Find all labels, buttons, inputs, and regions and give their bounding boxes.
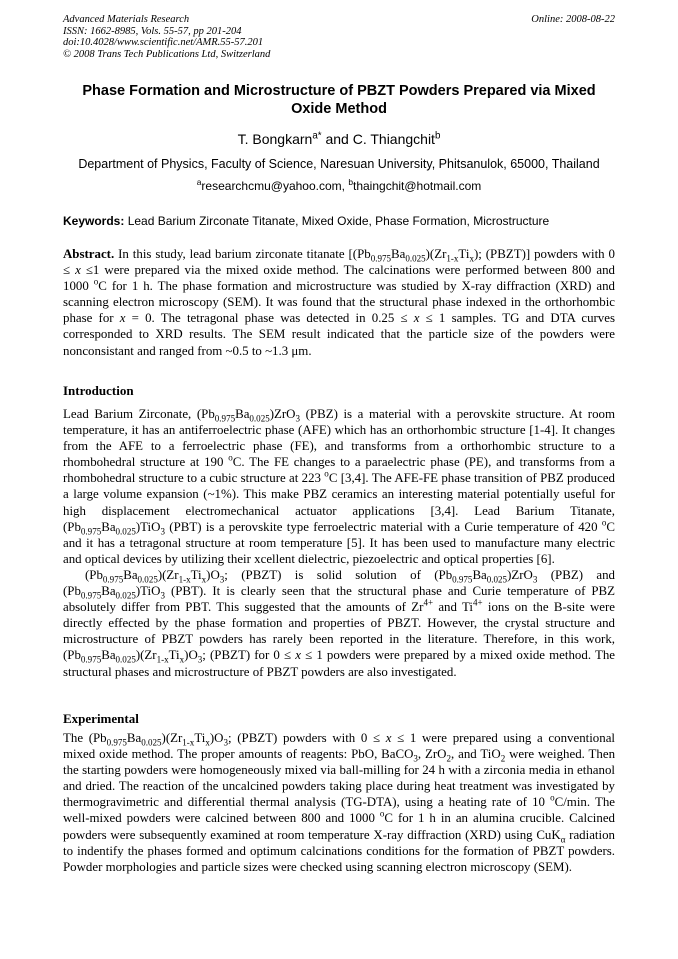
journal-header [63,14,615,60]
doi-line: doi:10.4028/www.scientific.net/AMR.55-57.201 [63,37,264,49]
introduction-paragraph-1: Lead Barium Zirconate, $(Pb_{0.975}Ba_{0.025})ZrO_3$ (PBZ) is a material with a perovskite structure. At room temperature, it has an antiferroelectric phase (AFE) which has an orthorhombic structure [1-4]. It changes from the AFE to a ferroelectric phase (FE), and transforms from a orthorhombic structure to a rhombohedral structure at 190 $^o$C. The FE changes to a paraelectric phase (PE), and transforms from a rhombohedral structure to a cubic structure at 223 $^o$C [3,4]. The AFE-FE phase transition of PBZ produced a large volume expansion (~1%). This make PBZ ceramics an interesting material potentially useful for high displacement electromechanical actuator applications [3,4]. Lead Barium Titanate, $(Pb_{0.975}Ba_{0.025})TiO_3$ (PBT) is a perovskite type ferroelectric material with a Curie temperature of 420 $^o$C and it has a tetragonal structure at room temperature [5]. It has been used to manufacture many electric and optical devices by utilizing their xcellent dielectric, piezoelectric and optical properties [6]. [63,407,616,566]
section-heading-introduction: Introduction [63,383,134,398]
abstract [63,246,615,359]
keywords [63,213,615,229]
experimental-paragraph-1: The $(Pb_{0.975}Ba_{0.025})(Zr_{1-x}Ti_x)O_3$; (PBZT) powders with 0 ≤ x ≤ 1 were prepared using a conventional mixed oxide method. The proper amounts of reagents: PbO, BaCO$_3$, ZrO$_2$, and TiO$_2$ were weighed. Then the starting powders were homogeneously mixed via ball-milling for 24 h with a zirconia media in ethanol and dried. The reaction of the uncalcined powders taking place during heat treatment was investigated by thermogravimetric and differential thermal analysis (TG-DTA), using a heating rate of 10 $^o$C/min. The well-mixed powders were calcined between 800 and 1000 $^o$C for 1 h in an alumina crucible. Calcined powders were subsequently examined at room temperature X-ray diffraction (XRD) using CuK$_\alpha$ radiation to indentify the phases formed and optimum calcinations conditions for the formation of PBZT powders. Powder morphologies and particle sizes were checked using scanning electron microscopy (SEM). [63,731,616,874]
paper-title: Phase Formation and Microstructure of PBZT Powders Prepared via Mixed Oxide Method [82,83,596,117]
keywords-label: Keywords: [63,214,125,228]
copyright-line: © 2008 Trans Tech Publications Ltd, Switzerland [63,48,271,60]
experimental-body [63,730,615,875]
introduction-paragraph-2: $(Pb_{0.975}Ba_{0.025})(Zr_{1-x}Ti_x)O_3$; (PBZT) is solid solution of $(Pb_{0.975}Ba_{0.025})ZrO_3$ (PBZ) and $(Pb_{0.975}Ba_{0.025})TiO_3$ (PBT). It is clearly seen that the structural phase and Curie temperature of PBZ absolutely differ from PBT. This suggested that the amounts of $Zr^{4+}$ and $Ti^{4+}$ ions on the B-site were directly effected by the phase formation and properties of PBZT. However, the crystal structure and microstructure of PBZT powders has rarely been reported in the literature. Therefore, in this work, $(Pb_{0.975}Ba_{0.025})(Zr_{1-x}Ti_x)O_3$; (PBZT) for 0 ≤ x ≤ 1 powders were prepared by a mixed oxide method. The structural phases and microstructure of PBZT powders are also investigated. [63,567,616,679]
author-emails: $^a$researchcmu@yahoo.com, $^b$thaingchit@hotmail.com [196,177,482,193]
keywords-text: Lead Barium Zirconate Titanate, Mixed Oxide, Phase Formation, Microstructure [127,214,550,228]
online-date: Online: 2008-08-22 [531,14,615,25]
abstract-text: Abstract. In this study, lead barium zirconate titanate [$(Pb_{0.975}Ba_{0.025})(Zr_{1-x}Ti_x)$; (PBZT)] powders with 0 ≤ x ≤1 were prepared via the mixed oxide method. The calcinations were performed between 800 and 1000 $^o$C for 1 h. The phase formation and microstructure was studied by X-ray diffraction (XRD) and scanning electron microscopy (SEM). It was found that the structural phase indexed in the orthorhombic phase for x = 0. The tetragonal phase was detected in 0.25 ≤ x ≤ 1 samples. TG and DTA curves corresponded to XRD results. The SEM result indicated that the particle size of the powders were nonconsistant and ranged from ~0.5 to ~1.3 μm. [63,247,615,358]
affiliation: Department of Physics, Faculty of Science, Naresuan University, Phitsanulok, 65000, Thailand [78,157,600,171]
section-heading-experimental: Experimental [63,711,139,726]
journal-name: Advanced Materials Research [63,14,190,25]
authors: T. Bongkarn$^{a*}$ and C. Thiangchit$^b$ [237,130,441,147]
introduction-body [63,406,615,680]
issn-line: ISSN: 1662-8985, Vols. 55-57, pp 201-204 [63,25,242,37]
